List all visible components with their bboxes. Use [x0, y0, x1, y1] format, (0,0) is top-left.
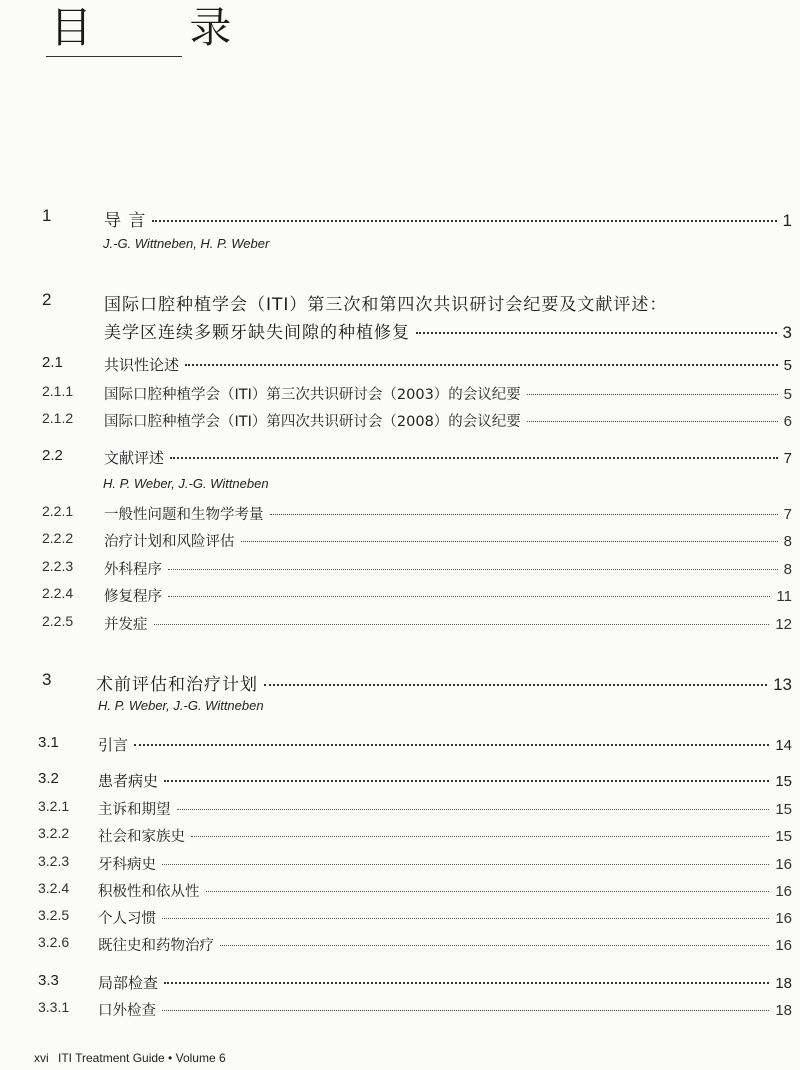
dot-leader: [164, 780, 769, 782]
toc-number: 3.2.2: [38, 825, 70, 841]
toc-title: 主诉和期望: [98, 802, 171, 818]
toc-number: 3.3.1: [38, 999, 70, 1015]
toc-title: 口外检查: [98, 1003, 156, 1019]
toc-title: 患者病史: [98, 772, 159, 790]
toc-title: 并发症: [104, 617, 148, 633]
authors: J.-G. Wittneben, H. P. Weber: [103, 236, 270, 251]
dot-leader: [264, 684, 767, 686]
dot-leader: [162, 864, 769, 865]
toc-title: 国际口腔种植学会（ITI）第三次和第四次共识研讨会纪要及文献评述：: [104, 295, 668, 315]
toc-number: 3.1: [38, 734, 59, 751]
toc-title: 修复程序: [104, 589, 162, 605]
toc-title: 积极性和依从性: [98, 884, 200, 900]
toc-page: 11: [776, 588, 792, 605]
dot-leader: [164, 982, 769, 984]
toc-number: 3.3: [38, 972, 59, 989]
dot-leader: [152, 220, 776, 222]
dot-leader: [168, 569, 778, 570]
toc-number: 2.2: [42, 447, 63, 464]
toc-page: 7: [783, 450, 792, 467]
dot-leader: [191, 836, 769, 837]
dot-leader: [241, 541, 778, 542]
dot-leader: [416, 332, 777, 334]
authors: H. P. Weber, J.-G. Wittneben: [98, 698, 264, 713]
toc-page: 15: [775, 801, 792, 818]
toc-title: 国际口腔种植学会（ITI）第三次共识研讨会（2003）的会议纪要: [104, 387, 521, 403]
footer-series-title: ITI Treatment Guide • Volume 6: [58, 1051, 226, 1065]
toc-number: 2.2.2: [42, 530, 74, 546]
toc-page: 16: [775, 937, 792, 954]
toc-number: 3.2.1: [38, 798, 70, 814]
toc-number: 2.2.3: [42, 558, 74, 574]
authors: H. P. Weber, J.-G. Wittneben: [103, 476, 269, 491]
toc-page: 5: [783, 357, 792, 374]
toc-page: 15: [775, 828, 792, 845]
dot-leader: [527, 394, 778, 395]
toc-page: 12: [775, 616, 792, 633]
toc-title: 共识性论述: [104, 356, 180, 374]
toc-title: 术前评估和治疗计划: [96, 675, 258, 695]
dot-leader: [170, 457, 778, 459]
toc-title: 一般性问题和生物学考量: [104, 507, 264, 523]
toc-number: 1: [42, 206, 52, 225]
page-title: 目 录: [50, 3, 274, 52]
toc-title: 导 言: [104, 211, 147, 231]
toc-page: 7: [783, 506, 792, 523]
toc-title: 社会和家族史: [98, 829, 185, 845]
toc-number: 3.2: [38, 770, 59, 787]
toc-title: 牙科病史: [98, 857, 156, 873]
toc-page: 18: [775, 975, 792, 992]
toc-title: 个人习惯: [98, 911, 156, 927]
toc-page: 3: [782, 323, 792, 342]
dot-leader: [527, 421, 778, 422]
toc-title-line2: 美学区连续多颗牙缺失间隙的种植修复: [104, 323, 410, 343]
toc-title: 国际口腔种植学会（ITI）第四次共识研讨会（2008）的会议纪要: [104, 414, 521, 430]
dot-leader: [168, 596, 770, 597]
toc-number: 3.2.3: [38, 853, 70, 869]
toc-number: 2.1.1: [42, 383, 74, 399]
dot-leader: [220, 945, 769, 946]
title-underline: [46, 56, 182, 57]
toc-title: 治疗计划和风险评估: [104, 534, 235, 550]
toc-number: 3.2.6: [38, 934, 70, 950]
toc-number: 3: [42, 670, 52, 689]
toc-page: 8: [783, 561, 792, 578]
toc-title: 文献评述: [104, 449, 165, 467]
footer-page-number: xvi: [34, 1051, 49, 1065]
toc-title: 引言: [98, 736, 129, 754]
toc-page: 1: [782, 211, 792, 230]
toc-number: 2.2.5: [42, 613, 74, 629]
toc-page: 16: [775, 883, 792, 900]
toc-page: 16: [775, 856, 792, 873]
toc-number: 2.2.4: [42, 585, 74, 601]
dot-leader: [177, 809, 770, 810]
toc-page: 18: [775, 1002, 792, 1019]
dot-leader: [154, 624, 770, 625]
dot-leader: [270, 514, 778, 515]
toc-page: 13: [773, 675, 792, 694]
dot-leader: [206, 891, 770, 892]
toc-number: 2.2.1: [42, 503, 74, 519]
dot-leader: [134, 744, 769, 746]
toc-page: 5: [783, 386, 792, 403]
dot-leader: [185, 364, 778, 366]
toc-page: 15: [775, 773, 792, 790]
toc-number: 3.2.4: [38, 880, 70, 896]
toc-number: 2.1: [42, 354, 63, 371]
toc-page: 16: [775, 910, 792, 927]
toc-title: 外科程序: [104, 562, 162, 578]
dot-leader: [162, 1010, 769, 1011]
dot-leader: [162, 918, 769, 919]
page-footer: [34, 1051, 232, 1065]
toc-page: 14: [775, 737, 792, 754]
toc-number: 2.1.2: [42, 410, 74, 426]
toc-title: 既往史和药物治疗: [98, 938, 214, 954]
toc-number: 2: [42, 290, 52, 309]
toc-page: 6: [783, 413, 792, 430]
toc-title: 局部检查: [98, 974, 159, 992]
toc-number: 3.2.5: [38, 907, 70, 923]
toc-page: 8: [783, 533, 792, 550]
